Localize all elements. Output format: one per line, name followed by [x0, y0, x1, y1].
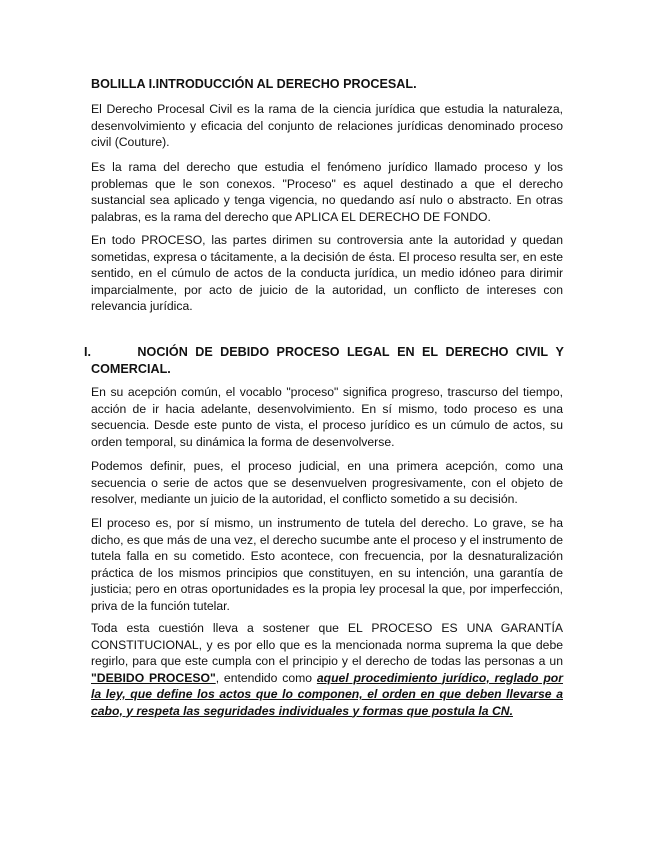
debido-proceso-definition: aquel procedimiento jurídico, reglado por la ley, que define los actos que lo componen, el orden en que deben llevarse a cabo, y respeta las seguridades individuales y formas que postula la CN. [91, 670, 563, 718]
paragraph-instrumento-tutela: El proceso es, por sí mismo, un instrumento de tutela del derecho. Lo grave, se ha dicho, es que más de una vez, el derecho sucumbe ante el proceso y el instrumento de tutela falla en su cometido. Esto acontece, con frecuencia, por la desnaturalización práctica de los mismos principios que constituyen, en su intención, una garantía de justicia; pero en otras oportunidades es la propia ley procesal la que, por imperfección, priva de la función tutelar. [91, 516, 563, 613]
paragraph-en-todo-proceso: En todo PROCESO, las partes dirimen su controversia ante la autoridad y quedan sometidas, expresa o tácitamente, a la decisión de ésta. El proceso resulta ser, en este sentido, en el cúmulo de actos de la conducta jurídica, un medio idóneo para dirimir imparcialmente, por acto de juicio de la autoridad, un conflicto de intereses con relevancia jurídica. [91, 233, 563, 313]
garantia-middle-text: , entendido como [215, 670, 317, 685]
section-title-line2: COMERCIAL. [91, 361, 171, 376]
paragraph-definition: El Derecho Procesal Civil es la rama de la ciencia jurídica que estudia la naturaleza, desenvolvimiento y eficacia del conjunto de relaciones jurídicas denominado proceso civil (Couture). [91, 102, 563, 149]
document-heading: BOLILLA I.INTRODUCCIÓN AL DERECHO PROCESAL. [91, 77, 417, 91]
paragraph-podemos-definir: Podemos definir, pues, el proceso judicial, en una primera acepción, como una secuencia o serie de actos que se desenvuelven progresivamente, con el objeto de resolver, mediante un juicio de la autoridad, el conflicto sometido a su decisión. [91, 459, 563, 506]
section-number: I. [84, 345, 91, 359]
paragraph-acepcion-comun: En su acepción común, el vocablo "proceso" significa progreso, trascurso del tiempo, acción de ir hacia adelante, desenvolvimiento. En sí mismo, todo proceso es una secuencia. Desde este punto de vista, el proceso jurídico es un cúmulo de actos, su orden temporal, su dinámica la forma de desenvolverse. [91, 385, 563, 449]
garantia-intro-text: Toda esta cuestión lleva a sostener que EL PROCESO ES UNA GARANTÍA CONSTITUCIONAL, y es por ello que es la mencionada norma suprema la que debe regirlo, para que este cumpla con el principio y el derecho de todas las personas a un [91, 621, 563, 668]
section-title: I. NOCIÓN DE DEBIDO PROCESO LEGAL EN EL DERECHO CIVIL Y COMERCIAL. [84, 345, 564, 376]
paragraph-rama-del-derecho: Es la rama del derecho que estudia el fenómeno jurídico llamado proceso y los problemas que le son conexos. "Proceso" es aquel destinado a que el derecho sustancial sea aplicado y tenga vigencia, no quedando así nulo o abstracto. En otras palabras, es la rama del derecho que APLICA EL DERECHO DE FONDO. [91, 160, 563, 224]
paragraph-garantia-constitucional [91, 620, 563, 719]
debido-proceso-term: "DEBIDO PROCESO" [91, 670, 216, 685]
